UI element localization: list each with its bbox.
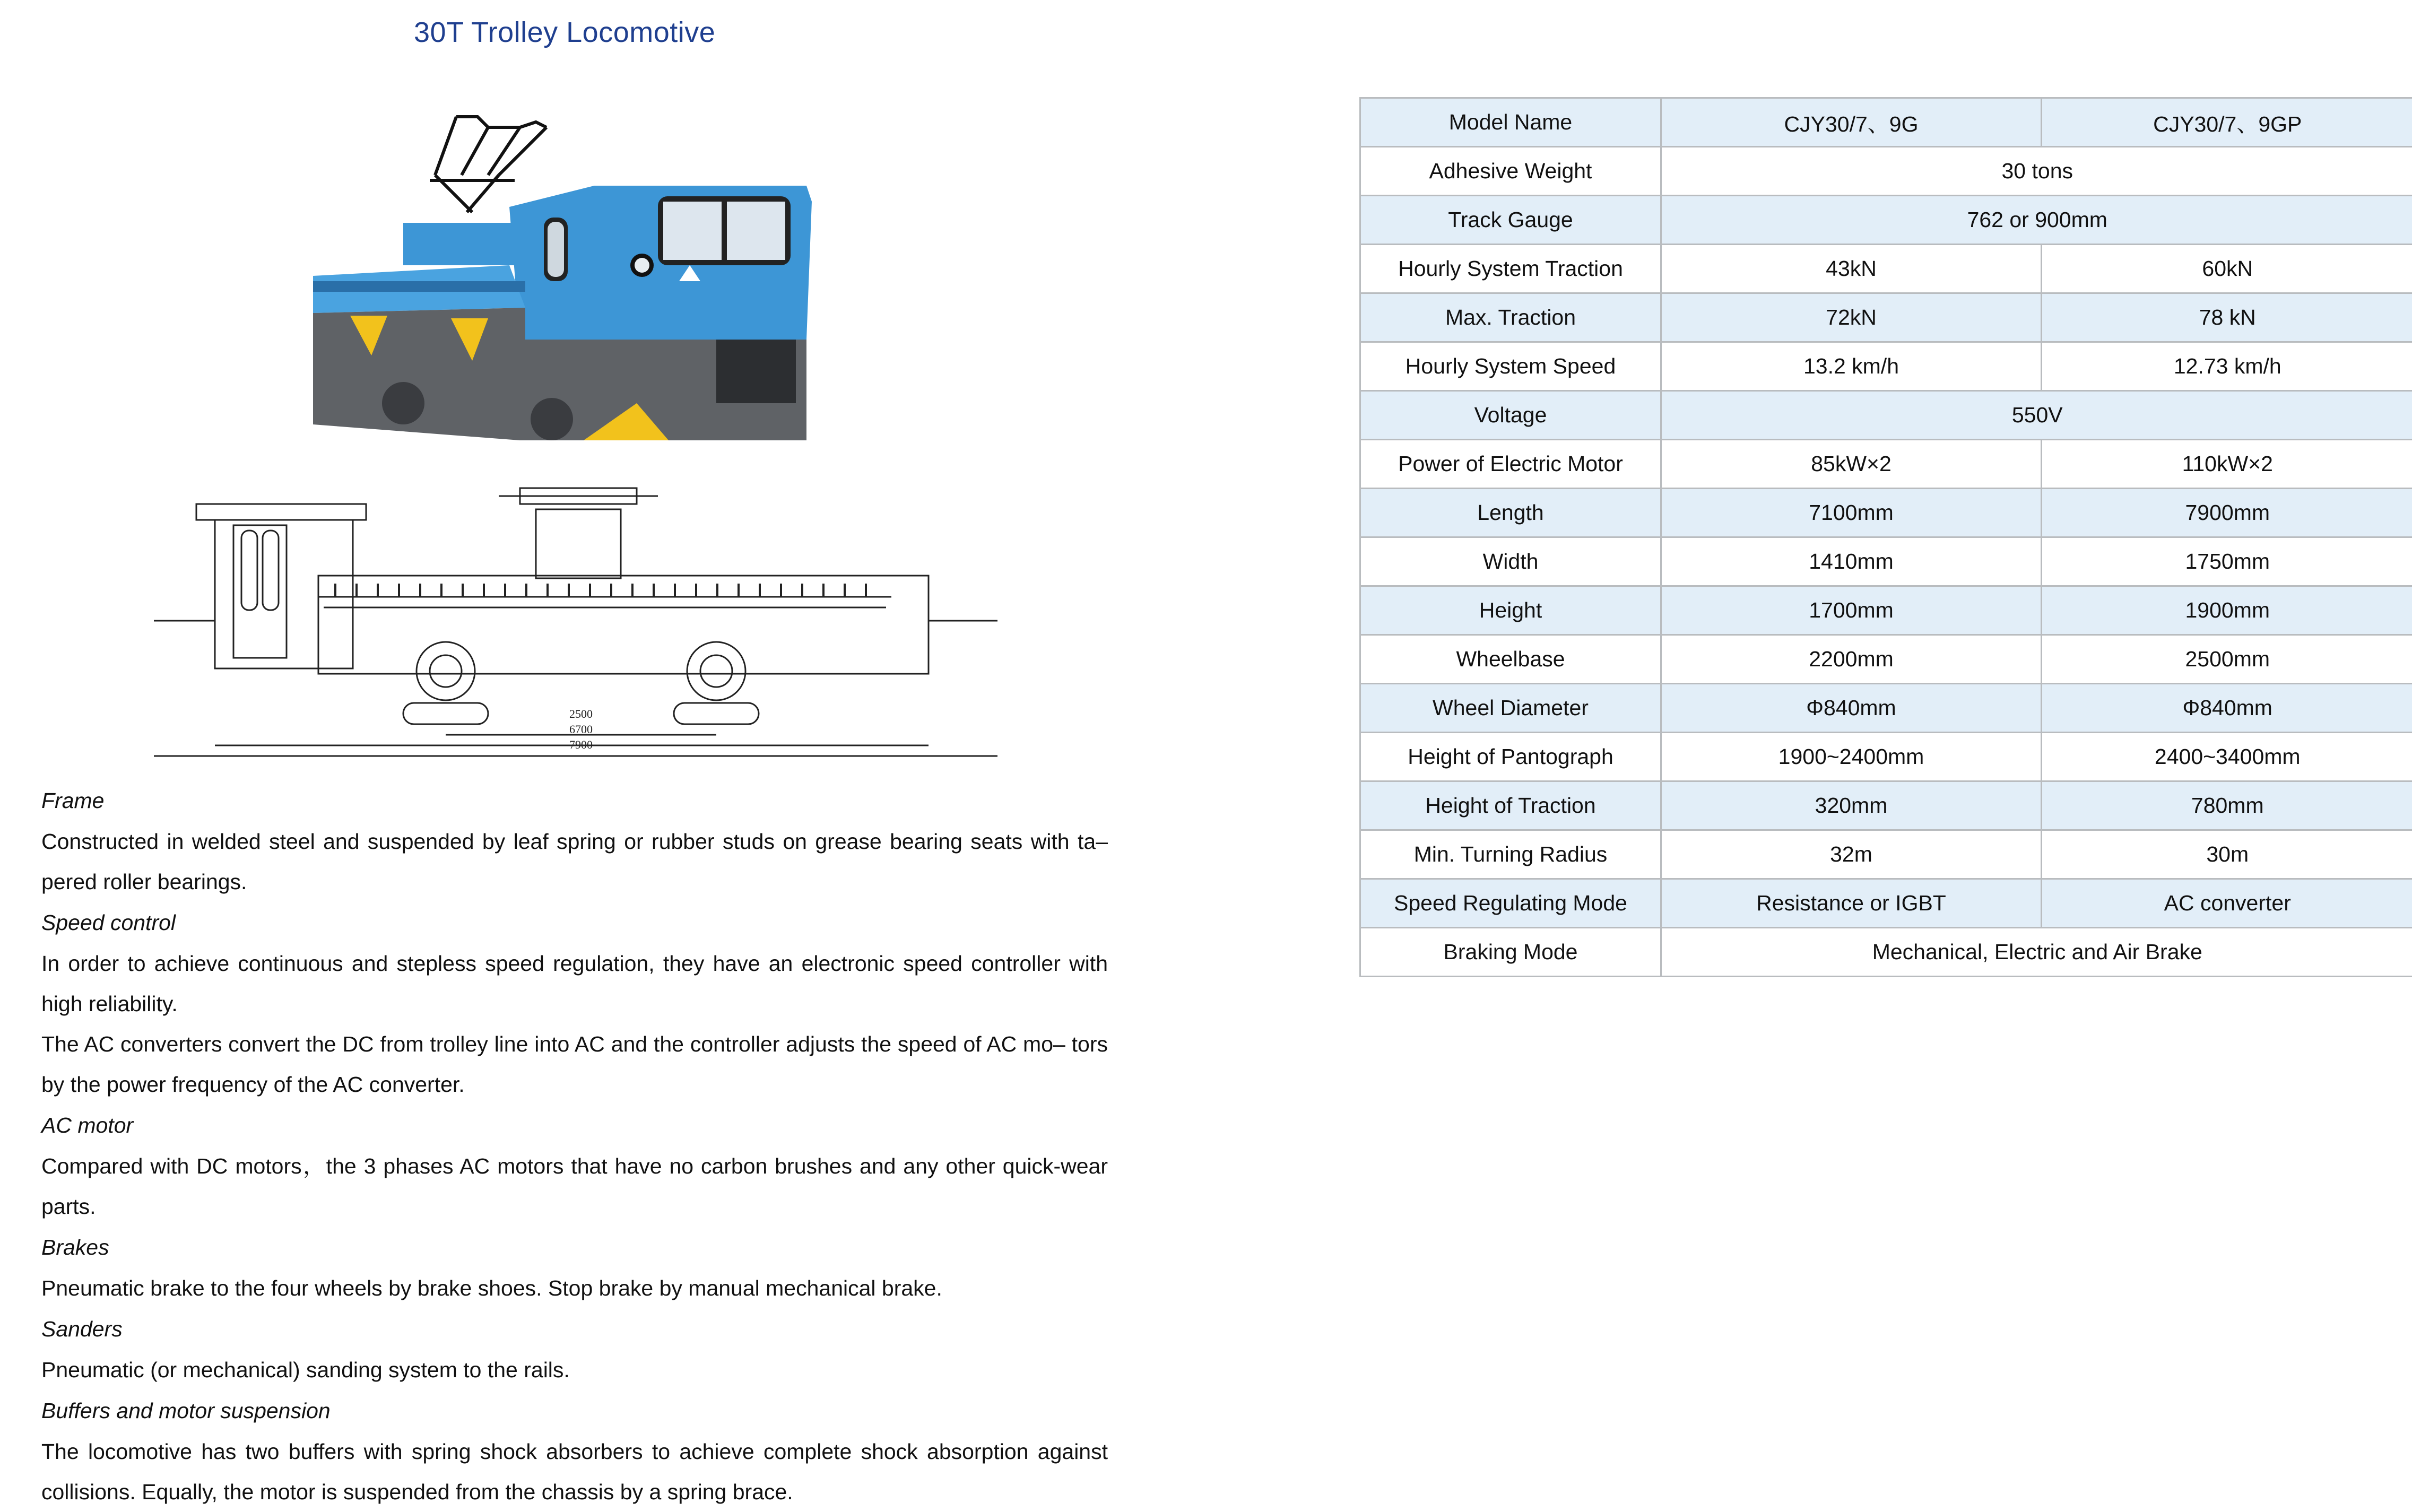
spec-label: Speed Regulating Mode — [1360, 879, 1661, 928]
spec-label: Wheelbase — [1360, 635, 1661, 684]
spec-label: Height of Traction — [1360, 781, 1661, 830]
section-paragraph: In order to achieve continuous and stepless speed regulation, they have an electronic speed controller with high reliability. — [41, 943, 1108, 1024]
spec-value: 1900mm — [2042, 586, 2412, 635]
locomotive-photo — [297, 106, 828, 446]
description — [41, 780, 1108, 1512]
table-row — [1360, 830, 2412, 879]
spec-label: Length — [1360, 489, 1661, 537]
spec-value: 110kW×2 — [2042, 440, 2412, 489]
spec-label: Height of Pantograph — [1360, 733, 1661, 781]
section-paragraph: Compared with DC motors，the 3 phases AC motors that have no carbon brushes and any other quick-wear parts. — [41, 1146, 1108, 1227]
spec-label: Track Gauge — [1360, 196, 1661, 245]
section-paragraph: The AC converters convert the DC from trolley line into AC and the controller adjusts the speed of AC mo– tors by the power frequency of the AC converter. — [41, 1024, 1108, 1105]
spec-value: 30m — [2042, 830, 2412, 879]
section-heading: Brakes — [41, 1227, 1108, 1268]
spec-value: 762 or 900mm — [1661, 196, 2412, 245]
table-row — [1360, 440, 2412, 489]
section-paragraph: Pneumatic (or mechanical) sanding system to the rails. — [41, 1350, 1108, 1390]
spec-value: 1900~2400mm — [1661, 733, 2042, 781]
table-row — [1360, 245, 2412, 293]
section-heading: AC motor — [41, 1105, 1108, 1146]
spec-value: 7900mm — [2042, 489, 2412, 537]
spec-label: Hourly System Traction — [1360, 245, 1661, 293]
table-row — [1360, 781, 2412, 830]
spec-value: CJY30/7、9G — [1661, 98, 2042, 147]
spec-value: 32m — [1661, 830, 2042, 879]
spec-value: CJY30/7、9GP — [2042, 98, 2412, 147]
table-row — [1360, 342, 2412, 391]
spec-value: 550V — [1661, 391, 2412, 440]
spec-value: Φ840mm — [2042, 684, 2412, 733]
table-row — [1360, 586, 2412, 635]
section-heading: Buffers and motor suspension — [41, 1390, 1108, 1431]
section-heading: Sanders — [41, 1308, 1108, 1350]
spec-label: Max. Traction — [1360, 293, 1661, 342]
spec-value: 60kN — [2042, 245, 2412, 293]
table-row — [1360, 98, 2412, 147]
dimension-7900: 7900 — [569, 738, 593, 751]
spec-value: 320mm — [1661, 781, 2042, 830]
spec-table — [1359, 97, 2412, 977]
spec-label: Wheel Diameter — [1360, 684, 1661, 733]
section-paragraph: Pneumatic brake to the four wheels by brake shoes. Stop brake by manual mechanical brake. — [41, 1268, 1108, 1308]
spec-value: 2500mm — [2042, 635, 2412, 684]
section-paragraph: The locomotive has two buffers with spring shock absorbers to achieve complete shock absorption against collisions. Equally, the motor is suspended from the chassis by a spring brace. — [41, 1431, 1108, 1512]
spec-value: 1700mm — [1661, 586, 2042, 635]
table-row — [1360, 147, 2412, 196]
spec-value: 780mm — [2042, 781, 2412, 830]
dimension-2500: 2500 — [569, 707, 593, 720]
spec-value: 1410mm — [1661, 537, 2042, 586]
spec-label: Adhesive Weight — [1360, 147, 1661, 196]
spec-value: Resistance or IGBT — [1661, 879, 2042, 928]
spec-label: Power of Electric Motor — [1360, 440, 1661, 489]
spec-value: 12.73 km/h — [2042, 342, 2412, 391]
spec-value: 1750mm — [2042, 537, 2412, 586]
section-paragraph: Constructed in welded steel and suspended by leaf spring or rubber studs on grease bearing seats with ta– pered roller bearings. — [41, 821, 1108, 902]
spec-label: Voltage — [1360, 391, 1661, 440]
technical-drawing — [143, 467, 1013, 764]
table-row — [1360, 635, 2412, 684]
spec-label: Model Name — [1360, 98, 1661, 147]
spec-label: Hourly System Speed — [1360, 342, 1661, 391]
table-row — [1360, 879, 2412, 928]
table-row — [1360, 196, 2412, 245]
spec-label: Min. Turning Radius — [1360, 830, 1661, 879]
spec-value: 72kN — [1661, 293, 2042, 342]
table-row — [1360, 928, 2412, 977]
spec-value: Mechanical, Electric and Air Brake — [1661, 928, 2412, 977]
spec-value: 43kN — [1661, 245, 2042, 293]
section-heading: Speed control — [41, 902, 1108, 943]
spec-value: 7100mm — [1661, 489, 2042, 537]
table-row — [1360, 733, 2412, 781]
table-row — [1360, 537, 2412, 586]
table-row — [1360, 684, 2412, 733]
spec-value: 30 tons — [1661, 147, 2412, 196]
dimension-6700: 6700 — [569, 723, 593, 736]
spec-label: Height — [1360, 586, 1661, 635]
spec-label: Braking Mode — [1360, 928, 1661, 977]
spec-label: Width — [1360, 537, 1661, 586]
spec-value: 2400~3400mm — [2042, 733, 2412, 781]
table-row — [1360, 391, 2412, 440]
table-row — [1360, 489, 2412, 537]
table-row — [1360, 293, 2412, 342]
spec-value: AC converter — [2042, 879, 2412, 928]
spec-value: Φ840mm — [1661, 684, 2042, 733]
spec-value: 2200mm — [1661, 635, 2042, 684]
spec-value: 85kW×2 — [1661, 440, 2042, 489]
page-title: 30T Trolley Locomotive — [414, 16, 715, 49]
spec-value: 13.2 km/h — [1661, 342, 2042, 391]
pantograph-icon — [430, 117, 546, 212]
spec-value: 78 kN — [2042, 293, 2412, 342]
section-heading: Frame — [41, 780, 1108, 821]
